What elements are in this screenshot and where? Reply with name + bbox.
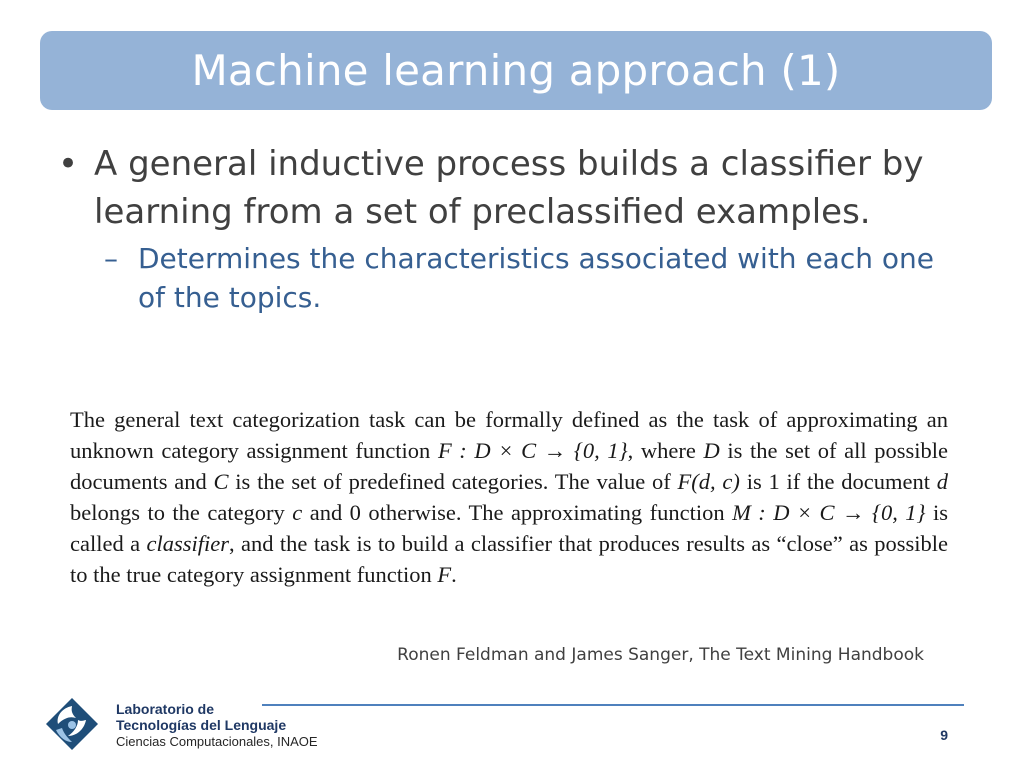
page-number: 9 (940, 727, 948, 743)
quote-emphasis: classifier (146, 531, 230, 556)
quote-text: is the set of all possible documents and (70, 438, 948, 494)
inaoe-logo-icon (42, 694, 102, 754)
source-citation: Ronen Feldman and James Sanger, The Text Mining Handbook (397, 645, 924, 665)
main-bullet (58, 140, 958, 236)
quote-text: is the set of predefined categories. The value of (228, 469, 678, 494)
lab-line-2: Tecnologías del Lenguaje (116, 717, 287, 733)
quote-math: F (437, 562, 452, 587)
quote-math: D (703, 438, 720, 463)
lab-name-block (116, 701, 318, 751)
quote-math: c (292, 500, 303, 525)
sub-bullet (104, 239, 944, 317)
title-bar (40, 31, 992, 110)
quote-math: F : D × C → {0, 1} (437, 438, 628, 463)
quote-math: C (213, 469, 229, 494)
quote-text: The general text categorization task can be formally defined as the task of approximating an unknown category assignment function (70, 407, 948, 463)
quote-text: is called a (70, 500, 949, 556)
main-bullet-text: A general inductive process builds a classifier by learning from a set of preclassified examples. (94, 144, 924, 232)
quote-math: d (936, 469, 949, 494)
bullet-symbol: • (58, 144, 79, 184)
lab-line-1: Laboratorio de (116, 701, 215, 717)
quote-text: and 0 otherwise. The approximating function (302, 500, 733, 525)
sub-bullet-symbol: – (104, 242, 118, 275)
quote-text: , and the task is to build a classifier that produces results as “close” as possible to the true category assignment function (70, 531, 949, 587)
quote-math: M : D × C → {0, 1} (732, 500, 926, 525)
sub-bullet-text: Determines the characteristics associated with each one of the topics. (138, 242, 934, 314)
quoted-definition (70, 404, 948, 590)
quote-text: , where (627, 438, 704, 463)
quote-text: is 1 if the document (739, 469, 937, 494)
quote-math: F(d, c) (677, 469, 740, 494)
quote-text: belongs to the category (70, 500, 293, 525)
lab-line-3: Ciencias Computacionales, INAOE (116, 734, 318, 749)
slide-title: Machine learning approach (1) (191, 46, 841, 95)
quote-text: . (451, 562, 457, 587)
footer-divider (262, 704, 964, 706)
